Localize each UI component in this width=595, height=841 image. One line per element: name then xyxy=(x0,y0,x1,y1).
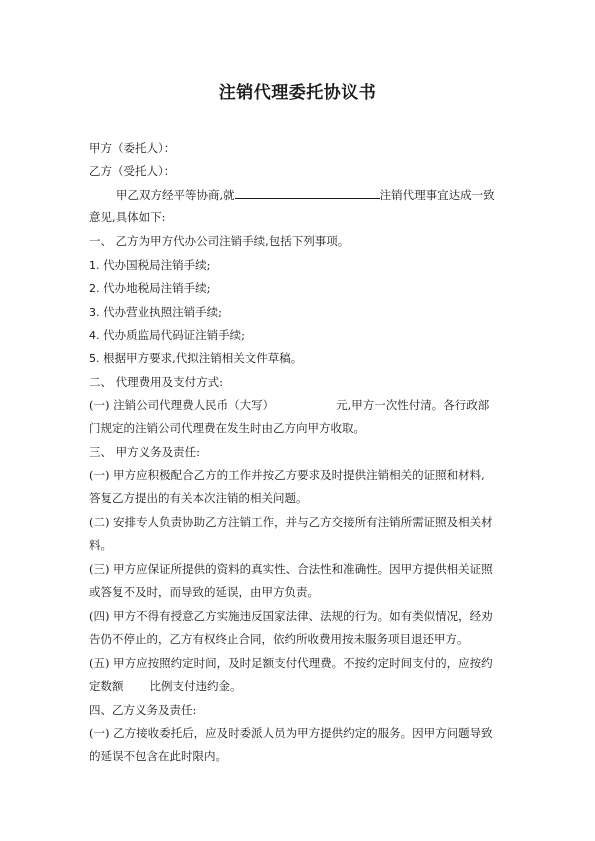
item-number: 5. xyxy=(89,352,100,365)
section3-para3-line2: 或答复不及时，而导致的延误，由甲方负责。 xyxy=(89,585,319,599)
intro-continuation: 意见,具体如下: xyxy=(89,210,166,224)
section3-para1-line2: 答复乙方提出的有关本次注销的相关问题。 xyxy=(89,491,308,505)
section4-para1-line1: (一) 乙方接收委托后，应及时委派人员为甲方提供约定的服务。因甲方问题导致 xyxy=(89,726,493,740)
section3-para2-line1: (二) 安排专人负责协助乙方注销工作，并与乙方交接所有注销所需证照及相关材 xyxy=(89,515,493,529)
list-item xyxy=(89,305,509,320)
section3-para5-line1: (五) 甲方应按照约定时间，及时足额支付代理费。不按约定时间支付的，应按约 xyxy=(89,656,493,670)
party-b-line: 乙方（受托人）： xyxy=(89,164,176,178)
item-text: 代办国税局注销手续; xyxy=(103,258,211,272)
intro-line xyxy=(116,187,536,202)
penalty-text-before: 定数额 xyxy=(89,679,124,693)
section1-heading: 一、 乙方为甲方代办公司注销手续,包括下列事项。 xyxy=(89,234,350,248)
intro-text-before: 甲乙双方经平等协商,就 xyxy=(116,188,235,202)
party-a-line: 甲方（委托人）： xyxy=(89,141,176,155)
section4-para1-line2: 的延误不包含在此时限内。 xyxy=(89,749,227,763)
section2-para1-line1 xyxy=(89,398,509,412)
section3-para4-line2: 告仍不停止的，乙方有权终止合同，依约所收费用按未服务项目退还甲方。 xyxy=(89,632,469,646)
section2-para1-line2: 门规定的注销公司代理费在发生时由乙方向甲方收取。 xyxy=(89,421,365,435)
section3-heading: 三、 甲方义务及责任: xyxy=(89,445,201,459)
section4-heading: 四、乙方义务及责任: xyxy=(89,703,197,717)
fee-text-before: (一) 注销公司代理费人民币（大写） xyxy=(89,398,275,412)
item-number: 4. xyxy=(89,329,100,342)
list-item xyxy=(89,281,509,296)
item-text: 代办营业执照注销手续; xyxy=(103,305,223,319)
section3-para4-line1: (四) 甲方不得有授意乙方实施违反国家法律、法规的行为。如有类似情况，经劝 xyxy=(89,609,493,623)
list-item xyxy=(89,258,509,273)
item-text: 代办地税局注销手续; xyxy=(103,281,211,295)
section3-para5-line2 xyxy=(89,679,509,693)
item-text: 根据甲方要求,代拟注销相关文件草稿。 xyxy=(103,351,303,365)
fee-text-after: 元,甲方一次性付清。各行政部 xyxy=(336,398,490,412)
section3-para2-line2: 料。 xyxy=(89,538,112,552)
list-item xyxy=(89,328,509,343)
section3-para1-line1: (一) 甲方应积极配合乙方的工作并按乙方要求及时提供注销相关的证照和材料, xyxy=(89,468,485,482)
item-number: 1. xyxy=(89,259,100,272)
section3-para3-line1: (三) 甲方应保证所提供的资料的真实性、合法性和准确性。因甲方提供相关证照 xyxy=(89,562,493,576)
penalty-text-after: 比例支付违约金。 xyxy=(149,679,242,693)
intro-fill-blank xyxy=(235,187,380,199)
document-title: 注销代理委托协议书 xyxy=(218,83,377,103)
item-text: 代办质监局代码证注销手续; xyxy=(103,328,246,342)
item-number: 3. xyxy=(89,306,100,319)
section2-heading: 二、 代理费用及支付方式: xyxy=(89,375,224,389)
list-item xyxy=(89,351,509,366)
intro-text-after: 注销代理事宜达成一致 xyxy=(379,188,495,202)
item-number: 2. xyxy=(89,282,100,295)
